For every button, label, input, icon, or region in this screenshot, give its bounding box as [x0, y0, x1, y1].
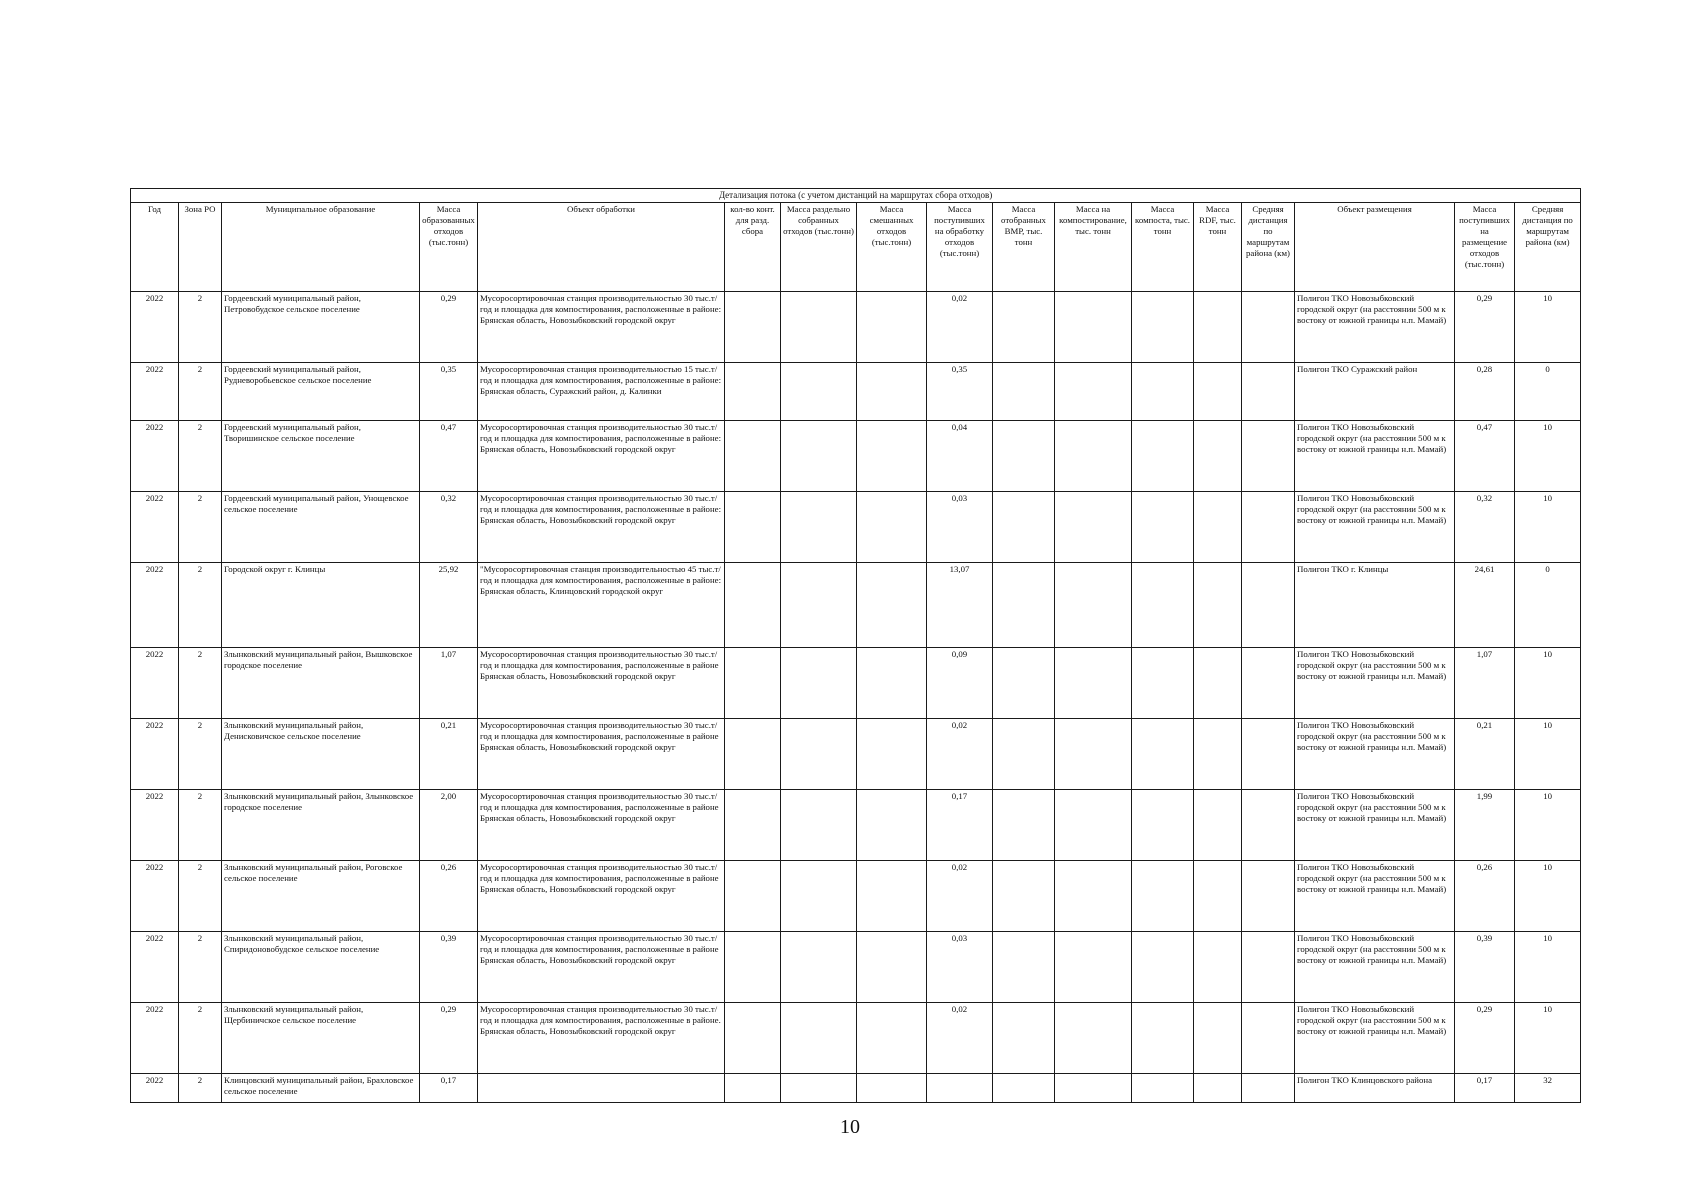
- cell-mass-mixed: [857, 363, 927, 421]
- cell-mass-recyclables: [993, 563, 1055, 648]
- cell-distance-disposal: 10: [1515, 1003, 1581, 1074]
- cell-mass-to-compost: [1055, 492, 1132, 563]
- cell-mass-separate: [781, 861, 857, 932]
- cell-year: 2022: [131, 563, 179, 648]
- header-mass-to-compost: Масса на компостирование, тыс. тонн: [1055, 203, 1132, 292]
- cell-mass-mixed: [857, 421, 927, 492]
- cell-mass-to-disposal: 0,32: [1455, 492, 1515, 563]
- cell-municipality: Злынковский муниципальный район, Спиридоновобудское сельское поселение: [222, 932, 420, 1003]
- cell-year: 2022: [131, 292, 179, 363]
- cell-disposal-object: Полигон ТКО г. Клинцы: [1295, 563, 1455, 648]
- cell-mass-compost: [1132, 492, 1194, 563]
- table-row: [131, 790, 1581, 861]
- cell-mass-to-compost: [1055, 932, 1132, 1003]
- cell-municipality: Клинцовский муниципальный район, Брахловское сельское поселение: [222, 1074, 420, 1103]
- cell-mass-compost: [1132, 932, 1194, 1003]
- cell-distance-disposal: 10: [1515, 719, 1581, 790]
- cell-mass-compost: [1132, 648, 1194, 719]
- cell-mass-to-disposal: 0,39: [1455, 932, 1515, 1003]
- cell-mass-recyclables: [993, 719, 1055, 790]
- cell-disposal-object: Полигон ТКО Новозыбковский городской округ (на расстоянии 500 м к востоку от южной границы н.п. Мамай): [1295, 861, 1455, 932]
- cell-mass-to-disposal: 0,47: [1455, 421, 1515, 492]
- cell-zone: 2: [179, 790, 222, 861]
- table-row: [131, 421, 1581, 492]
- cell-mass-mixed: [857, 790, 927, 861]
- cell-mass-rdf: [1194, 421, 1242, 492]
- header-distance-processing: Средняя дистанция по маршрутам района (км): [1242, 203, 1295, 292]
- cell-mass-recyclables: [993, 932, 1055, 1003]
- cell-mass-to-compost: [1055, 648, 1132, 719]
- cell-mass-to-processing: 0,03: [927, 932, 993, 1003]
- cell-mass-compost: [1132, 719, 1194, 790]
- cell-mass-rdf: [1194, 719, 1242, 790]
- cell-mass-compost: [1132, 1074, 1194, 1103]
- cell-distance-processing: [1242, 421, 1295, 492]
- cell-mass-to-compost: [1055, 790, 1132, 861]
- table-row: [131, 648, 1581, 719]
- cell-mass-recyclables: [993, 421, 1055, 492]
- cell-distance-processing: [1242, 563, 1295, 648]
- header-mass-to-processing: Масса поступивших на обработку отходов (тыс.тонн): [927, 203, 993, 292]
- cell-processing-object: Мусоросортировочная станция производительностью 30 тыс.т/год и площадка для компостирования, расположенные в районе: Брянская область, Новозыбковский городской округ: [478, 421, 725, 492]
- cell-mass-to-processing: [927, 1074, 993, 1103]
- cell-processing-object: Мусоросортировочная станция производительностью 30 тыс.т/год и площадка для компостирования, расположенные в районе: Брянская область, Новозыбковский городской округ: [478, 292, 725, 363]
- cell-mass-generated: 0,29: [420, 292, 478, 363]
- cell-zone: 2: [179, 363, 222, 421]
- cell-zone: 2: [179, 719, 222, 790]
- cell-zone: 2: [179, 292, 222, 363]
- cell-mass-generated: 0,17: [420, 1074, 478, 1103]
- cell-disposal-object: Полигон ТКО Новозыбковский городской округ (на расстоянии 500 м к востоку от южной границы н.п. Мамай): [1295, 648, 1455, 719]
- table-caption: Детализация потока (с учетом дистанций на маршрутах сбора отходов): [131, 189, 1581, 203]
- cell-containers: [725, 648, 781, 719]
- cell-mass-rdf: [1194, 1074, 1242, 1103]
- cell-disposal-object: Полигон ТКО Новозыбковский городской округ (на расстоянии 500 м к востоку от южной границы н.п. Мамай): [1295, 790, 1455, 861]
- cell-distance-disposal: 10: [1515, 790, 1581, 861]
- cell-processing-object: Мусоросортировочная станция производительностью 30 тыс.т/год и площадка для компостирования, расположенные в районе: Брянская область, Новозыбковский городской округ: [478, 492, 725, 563]
- cell-distance-disposal: 10: [1515, 932, 1581, 1003]
- cell-distance-processing: [1242, 292, 1295, 363]
- cell-mass-separate: [781, 292, 857, 363]
- cell-distance-processing: [1242, 492, 1295, 563]
- cell-mass-rdf: [1194, 790, 1242, 861]
- cell-mass-generated: 0,32: [420, 492, 478, 563]
- cell-zone: 2: [179, 861, 222, 932]
- cell-disposal-object: Полигон ТКО Новозыбковский городской округ (на расстоянии 500 м к востоку от южной границы н.п. Мамай): [1295, 719, 1455, 790]
- cell-distance-disposal: 10: [1515, 492, 1581, 563]
- cell-processing-object: Мусоросортировочная станция производительностью 30 тыс.т/год и площадка для компостирования, расположенные в районе Брянская область, Новозыбковский городской округ: [478, 719, 725, 790]
- cell-distance-processing: [1242, 861, 1295, 932]
- table-row: [131, 1074, 1581, 1103]
- cell-mass-mixed: [857, 292, 927, 363]
- cell-mass-to-disposal: 1,99: [1455, 790, 1515, 861]
- cell-zone: 2: [179, 648, 222, 719]
- cell-mass-rdf: [1194, 563, 1242, 648]
- cell-mass-recyclables: [993, 648, 1055, 719]
- cell-mass-compost: [1132, 563, 1194, 648]
- cell-mass-recyclables: [993, 292, 1055, 363]
- cell-municipality: Гордеевский муниципальный район, Петровобудское сельское поселение: [222, 292, 420, 363]
- cell-mass-to-disposal: 0,29: [1455, 292, 1515, 363]
- cell-mass-to-compost: [1055, 1074, 1132, 1103]
- cell-municipality: Злынковский муниципальный район, Вышковское городское поселение: [222, 648, 420, 719]
- cell-year: 2022: [131, 861, 179, 932]
- header-mass-to-disposal: Масса поступивших на размещение отходов (тыс.тонн): [1455, 203, 1515, 292]
- cell-processing-object: "Мусоросортировочная станция производительностью 45 тыс.т/год и площадка для компостирования, расположенные в районе: Брянская область, Клинцовский городской округ: [478, 563, 725, 648]
- table-row: [131, 1003, 1581, 1074]
- table-row: [131, 292, 1581, 363]
- table-row: [131, 563, 1581, 648]
- cell-distance-processing: [1242, 363, 1295, 421]
- cell-mass-to-processing: 0,02: [927, 719, 993, 790]
- cell-containers: [725, 861, 781, 932]
- cell-mass-to-disposal: 24,61: [1455, 563, 1515, 648]
- table-row: [131, 363, 1581, 421]
- cell-mass-recyclables: [993, 861, 1055, 932]
- header-mass-compost: Масса компоста, тыс. тонн: [1132, 203, 1194, 292]
- cell-mass-separate: [781, 421, 857, 492]
- table-sheet: [130, 188, 1581, 1103]
- cell-mass-compost: [1132, 861, 1194, 932]
- cell-mass-generated: 2,00: [420, 790, 478, 861]
- cell-distance-disposal: 32: [1515, 1074, 1581, 1103]
- cell-zone: 2: [179, 421, 222, 492]
- cell-municipality: Гордеевский муниципальный район, Творишинское сельское поселение: [222, 421, 420, 492]
- cell-year: 2022: [131, 719, 179, 790]
- cell-disposal-object: Полигон ТКО Клинцовского района: [1295, 1074, 1455, 1103]
- cell-distance-disposal: 10: [1515, 648, 1581, 719]
- cell-municipality: Гордеевский муниципальный район, Рудневоробьевское сельское поселение: [222, 363, 420, 421]
- cell-mass-generated: 0,47: [420, 421, 478, 492]
- cell-mass-to-processing: 0,04: [927, 421, 993, 492]
- cell-containers: [725, 563, 781, 648]
- cell-mass-to-processing: 13,07: [927, 563, 993, 648]
- cell-mass-mixed: [857, 719, 927, 790]
- cell-disposal-object: Полигон ТКО Новозыбковский городской округ (на расстоянии 500 м к востоку от южной границы н.п. Мамай): [1295, 1003, 1455, 1074]
- cell-mass-compost: [1132, 1003, 1194, 1074]
- cell-mass-separate: [781, 1074, 857, 1103]
- header-mass-separate: Масса раздельно собранных отходов (тыс.тонн): [781, 203, 857, 292]
- table-row: [131, 492, 1581, 563]
- cell-containers: [725, 719, 781, 790]
- cell-mass-rdf: [1194, 292, 1242, 363]
- cell-mass-mixed: [857, 932, 927, 1003]
- cell-zone: 2: [179, 492, 222, 563]
- header-row: [131, 203, 1581, 292]
- cell-mass-to-processing: 0,02: [927, 861, 993, 932]
- cell-mass-separate: [781, 1003, 857, 1074]
- cell-mass-compost: [1132, 292, 1194, 363]
- cell-mass-generated: 25,92: [420, 563, 478, 648]
- cell-containers: [725, 292, 781, 363]
- cell-distance-processing: [1242, 1074, 1295, 1103]
- cell-mass-rdf: [1194, 648, 1242, 719]
- cell-year: 2022: [131, 492, 179, 563]
- cell-zone: 2: [179, 563, 222, 648]
- cell-year: 2022: [131, 1003, 179, 1074]
- cell-mass-separate: [781, 719, 857, 790]
- cell-mass-to-disposal: 0,17: [1455, 1074, 1515, 1103]
- cell-mass-generated: 0,21: [420, 719, 478, 790]
- page-number: 10: [840, 1116, 860, 1138]
- cell-mass-recyclables: [993, 492, 1055, 563]
- cell-containers: [725, 932, 781, 1003]
- cell-mass-compost: [1132, 421, 1194, 492]
- header-distance-disposal: Средняя дистанция по маршрутам района (км): [1515, 203, 1581, 292]
- cell-mass-separate: [781, 790, 857, 861]
- cell-processing-object: Мусоросортировочная станция производительностью 30 тыс.т/год и площадка для компостирования, расположенные в районе Брянская область, Новозыбковский городской округ: [478, 648, 725, 719]
- cell-containers: [725, 790, 781, 861]
- cell-mass-generated: 0,29: [420, 1003, 478, 1074]
- cell-distance-processing: [1242, 932, 1295, 1003]
- cell-distance-disposal: 10: [1515, 861, 1581, 932]
- cell-mass-rdf: [1194, 492, 1242, 563]
- header-municipality: Муниципальное образование: [222, 203, 420, 292]
- cell-processing-object: Мусоросортировочная станция производительностью 30 тыс.т/год и площадка для компостирования, расположенные в районе. Брянская область, Новозыбковский городской округ: [478, 1003, 725, 1074]
- cell-distance-processing: [1242, 1003, 1295, 1074]
- cell-mass-generated: 0,39: [420, 932, 478, 1003]
- cell-containers: [725, 421, 781, 492]
- cell-mass-to-compost: [1055, 719, 1132, 790]
- header-mass-rdf: Масса RDF, тыс. тонн: [1194, 203, 1242, 292]
- cell-mass-separate: [781, 563, 857, 648]
- cell-disposal-object: Полигон ТКО Новозыбковский городской округ (на расстоянии 500 м к востоку от южной границы н.п. Мамай): [1295, 421, 1455, 492]
- cell-mass-to-processing: 0,17: [927, 790, 993, 861]
- header-disposal-object: Объект размещения: [1295, 203, 1455, 292]
- header-processing-object: Объект обработки: [478, 203, 725, 292]
- cell-municipality: Злынковский муниципальный район, Денисковичское сельское поселение: [222, 719, 420, 790]
- cell-mass-separate: [781, 648, 857, 719]
- cell-mass-to-processing: 0,09: [927, 648, 993, 719]
- cell-mass-to-disposal: 0,29: [1455, 1003, 1515, 1074]
- cell-disposal-object: Полигон ТКО Суражский район: [1295, 363, 1455, 421]
- header-mass-recyclables: Масса отобранных ВМР, тыс. тонн: [993, 203, 1055, 292]
- table-row: [131, 861, 1581, 932]
- cell-distance-disposal: 0: [1515, 363, 1581, 421]
- cell-disposal-object: Полигон ТКО Новозыбковский городской округ (на расстоянии 500 м к востоку от южной границы н.п. Мамай): [1295, 932, 1455, 1003]
- cell-mass-to-compost: [1055, 861, 1132, 932]
- cell-mass-mixed: [857, 861, 927, 932]
- cell-zone: 2: [179, 1003, 222, 1074]
- cell-year: 2022: [131, 648, 179, 719]
- cell-containers: [725, 363, 781, 421]
- cell-mass-mixed: [857, 1074, 927, 1103]
- cell-mass-generated: 0,35: [420, 363, 478, 421]
- cell-mass-to-compost: [1055, 363, 1132, 421]
- header-year: Год: [131, 203, 179, 292]
- cell-mass-separate: [781, 492, 857, 563]
- cell-mass-compost: [1132, 790, 1194, 861]
- table-row: [131, 719, 1581, 790]
- cell-distance-processing: [1242, 790, 1295, 861]
- cell-year: 2022: [131, 932, 179, 1003]
- cell-distance-processing: [1242, 648, 1295, 719]
- cell-year: 2022: [131, 421, 179, 492]
- cell-containers: [725, 492, 781, 563]
- cell-year: 2022: [131, 1074, 179, 1103]
- cell-mass-rdf: [1194, 1003, 1242, 1074]
- cell-mass-mixed: [857, 1003, 927, 1074]
- cell-processing-object: [478, 1074, 725, 1103]
- cell-zone: 2: [179, 932, 222, 1003]
- cell-mass-to-processing: 0,02: [927, 292, 993, 363]
- cell-mass-to-disposal: 0,21: [1455, 719, 1515, 790]
- cell-mass-to-disposal: 1,07: [1455, 648, 1515, 719]
- cell-municipality: Злынковский муниципальный район, Злынковское городское поселение: [222, 790, 420, 861]
- cell-processing-object: Мусоросортировочная станция производительностью 15 тыс.т/год и площадка для компостирования, расположенные в районе: Брянская область, Суражский район, д. Калинки: [478, 363, 725, 421]
- cell-mass-to-processing: 0,35: [927, 363, 993, 421]
- cell-disposal-object: Полигон ТКО Новозыбковский городской округ (на расстоянии 500 м к востоку от южной границы н.п. Мамай): [1295, 292, 1455, 363]
- cell-mass-recyclables: [993, 363, 1055, 421]
- cell-mass-mixed: [857, 492, 927, 563]
- cell-year: 2022: [131, 363, 179, 421]
- cell-mass-recyclables: [993, 1074, 1055, 1103]
- cell-zone: 2: [179, 1074, 222, 1103]
- cell-processing-object: Мусоросортировочная станция производительностью 30 тыс.т/год и площадка для компостирования, расположенные в районе Брянская область, Новозыбковский городской округ: [478, 861, 725, 932]
- cell-containers: [725, 1003, 781, 1074]
- cell-mass-to-disposal: 0,26: [1455, 861, 1515, 932]
- cell-disposal-object: Полигон ТКО Новозыбковский городской округ (на расстоянии 500 м к востоку от южной границы н.п. Мамай): [1295, 492, 1455, 563]
- cell-mass-recyclables: [993, 1003, 1055, 1074]
- cell-mass-rdf: [1194, 363, 1242, 421]
- cell-mass-to-processing: 0,03: [927, 492, 993, 563]
- cell-municipality: Гордеевский муниципальный район, Унощевское сельское поселение: [222, 492, 420, 563]
- cell-mass-generated: 0,26: [420, 861, 478, 932]
- header-mass-mixed: Масса смешанных отходов (тыс.тонн): [857, 203, 927, 292]
- cell-distance-disposal: 10: [1515, 421, 1581, 492]
- waste-flow-table: [130, 188, 1581, 1103]
- header-zone: Зона РО: [179, 203, 222, 292]
- cell-mass-rdf: [1194, 861, 1242, 932]
- cell-mass-compost: [1132, 363, 1194, 421]
- cell-mass-generated: 1,07: [420, 648, 478, 719]
- cell-distance-processing: [1242, 719, 1295, 790]
- cell-mass-recyclables: [993, 790, 1055, 861]
- cell-municipality: Городской округ г. Клинцы: [222, 563, 420, 648]
- cell-mass-mixed: [857, 563, 927, 648]
- cell-mass-rdf: [1194, 932, 1242, 1003]
- cell-municipality: Злынковский муниципальный район, Роговское сельское поселение: [222, 861, 420, 932]
- header-containers: кол-во конт. для разд. сбора: [725, 203, 781, 292]
- cell-containers: [725, 1074, 781, 1103]
- table-row: [131, 932, 1581, 1003]
- cell-mass-to-compost: [1055, 1003, 1132, 1074]
- cell-municipality: Злынковский муниципальный район, Щербиничское сельское поселение: [222, 1003, 420, 1074]
- cell-year: 2022: [131, 790, 179, 861]
- cell-mass-to-compost: [1055, 563, 1132, 648]
- header-mass-generated: Масса образованных отходов (тыс.тонн): [420, 203, 478, 292]
- cell-distance-disposal: 10: [1515, 292, 1581, 363]
- cell-mass-to-processing: 0,02: [927, 1003, 993, 1074]
- cell-mass-to-compost: [1055, 292, 1132, 363]
- cell-mass-to-disposal: 0,28: [1455, 363, 1515, 421]
- cell-distance-disposal: 0: [1515, 563, 1581, 648]
- cell-processing-object: Мусоросортировочная станция производительностью 30 тыс.т/год и площадка для компостирования, расположенные в районе Брянская область, Новозыбковский городской округ: [478, 790, 725, 861]
- cell-mass-separate: [781, 363, 857, 421]
- cell-mass-to-compost: [1055, 421, 1132, 492]
- cell-mass-separate: [781, 932, 857, 1003]
- cell-processing-object: Мусоросортировочная станция производительностью 30 тыс.т/год и площадка для компостирования, расположенные в районе Брянская область, Новозыбковский городской округ: [478, 932, 725, 1003]
- cell-mass-mixed: [857, 648, 927, 719]
